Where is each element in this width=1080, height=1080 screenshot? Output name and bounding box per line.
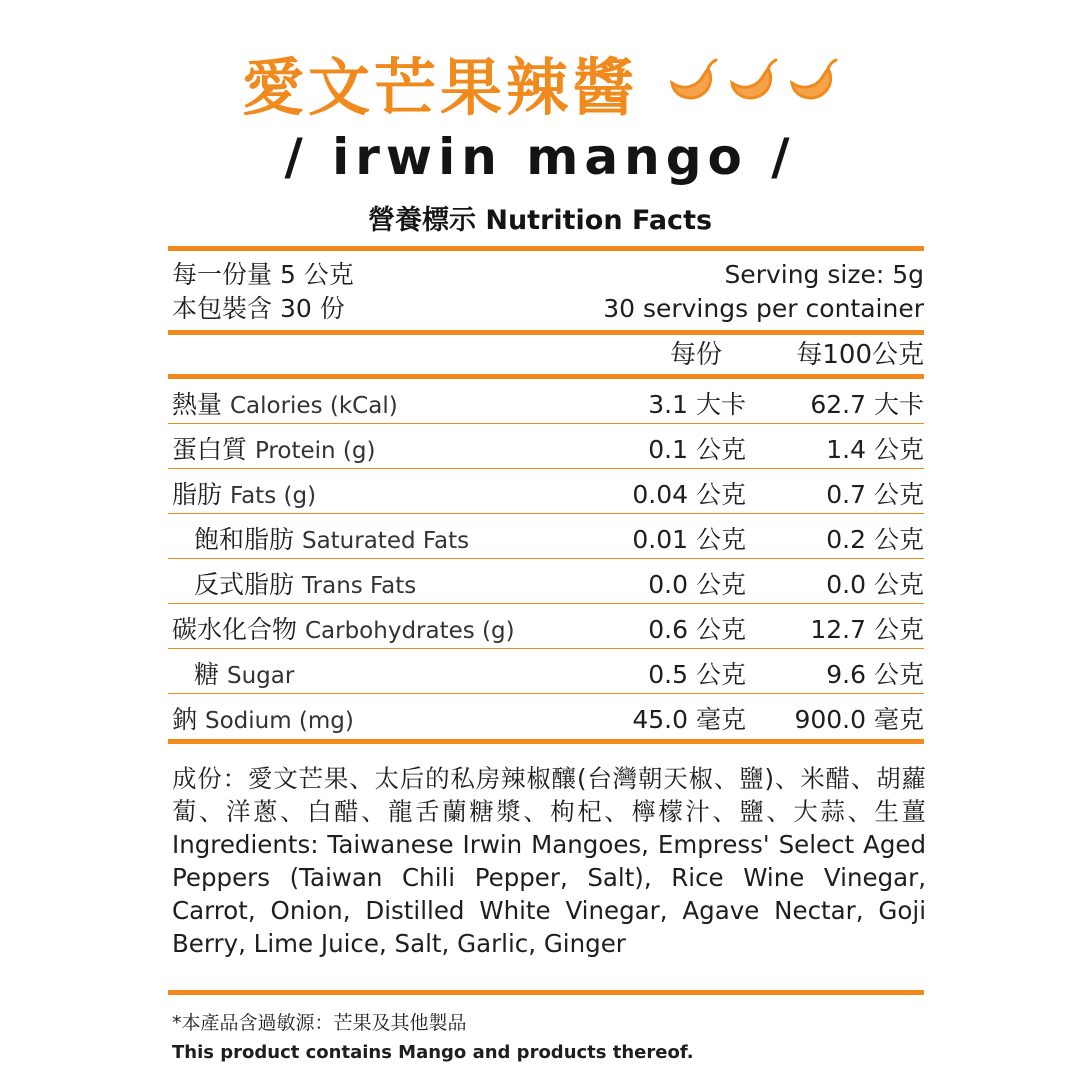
divider-allergen [168,990,924,995]
product-subtitle: / irwin mango / [284,128,796,186]
nutrient-name [194,655,294,691]
nutrient-row [168,604,924,649]
nutrient-name-en: Sugar [226,663,295,689]
nutrient-row [168,469,924,514]
allergen-notice-en: This product contains Mango and products thereof. [172,1042,694,1063]
ingredients-zh: 成份：愛文芒果、太后的私房辣椒釀(台灣朝天椒、鹽)、米醋、胡蘿蔔、洋蔥、白醋、龍舌蘭糖漿、枸杞、檸檬汁、鹽、大蒜、生薑 [172,764,926,826]
ingredients [172,762,926,960]
value-per-100g: 9.6 公克 [826,660,924,689]
nutrient-name-en: Carbohydrates (g) [304,618,515,644]
value-per-100g: 0.2 公克 [826,525,924,554]
spice-level-peppers [666,57,838,109]
nutrient-name-en: Trans Fats [301,573,417,599]
nutrient-name-en: Protein (g) [254,438,376,464]
value-per-serving: 3.1 大卡 [648,390,746,419]
nutrient-name [172,385,398,421]
nutrient-row [168,379,924,424]
chili-pepper-icon [666,57,718,109]
nutrition-facts-title: 營養標示 Nutrition Facts [367,205,713,236]
nutrient-name [172,430,375,466]
ingredients-en: Ingredients: Taiwanese Irwin Mangoes, Empress' Select Aged Peppers (Taiwan Chili Pepper, Salt), Rice Wine Vinegar, Carrot, Onion, Distilled White Vinegar, Agave Nectar, Goji Berry, Lime Juice, Salt, Garlic, Ginger [172,830,926,958]
serving-info-zh [172,258,354,326]
title-row [0,38,1080,127]
nutrient-row [168,649,924,694]
chili-pepper-icon [786,57,838,109]
nutrient-name [172,700,354,736]
nutrient-row [168,424,924,469]
serving-size-zh: 每一份量 5 公克 [172,260,354,289]
nutrient-row [168,514,924,559]
nutrient-name [194,565,416,601]
nutrient-name-zh: 糖 [194,660,220,689]
nutrient-name-zh: 熱量 [172,390,223,419]
serving-info-en [603,258,924,326]
divider-top [168,246,924,251]
nutrient-row [168,559,924,604]
nutrient-name-en: Sodium (mg) [204,708,354,734]
value-per-serving: 0.5 公克 [648,660,746,689]
nutrient-name-en: Calories (kCal) [229,393,398,419]
nutrient-row [168,694,924,739]
nutrient-name-zh: 鈉 [172,705,198,734]
value-per-100g: 0.0 公克 [826,570,924,599]
serving-count-zh: 本包裝含 30 份 [172,294,345,323]
value-per-100g: 900.0 毫克 [794,705,924,734]
nutrient-name-zh: 脂肪 [172,480,223,509]
nutrient-name [172,475,316,511]
value-per-100g: 1.4 公克 [826,435,924,464]
serving-size-en: Serving size: 5g [724,260,924,289]
nutrient-name [194,520,469,556]
value-per-100g: 0.7 公克 [826,480,924,509]
nutrient-name-en: Saturated Fats [301,528,470,554]
chili-pepper-icon [726,57,778,109]
nutrient-name-en: Fats (g) [229,483,317,509]
value-per-serving: 0.6 公克 [648,615,746,644]
nutrient-name-zh: 飽和脂肪 [194,525,295,554]
value-per-serving: 0.04 公克 [632,480,746,509]
value-per-serving: 45.0 毫克 [632,705,746,734]
value-per-100g: 62.7 大卡 [810,390,924,419]
nutrient-name-zh: 碳水化合物 [172,615,298,644]
allergen-notice-zh: *本產品含過敏源：芒果及其他製品 [172,1012,467,1034]
nutrient-name-zh: 反式脂肪 [194,570,295,599]
divider-bottom [168,739,924,744]
nutrient-name-zh: 蛋白質 [172,435,248,464]
nutrient-name [172,610,515,646]
value-per-serving: 0.01 公克 [632,525,746,554]
value-per-serving: 0.0 公克 [648,570,746,599]
column-header-per-100g: 每100公克 [796,340,924,370]
value-per-100g: 12.7 公克 [810,615,924,644]
value-per-serving: 0.1 公克 [648,435,746,464]
serving-count-en: 30 servings per container [603,294,924,323]
column-header-per-serving: 每份 [669,340,722,370]
product-title: 愛文芒果辣醬 [241,51,638,124]
